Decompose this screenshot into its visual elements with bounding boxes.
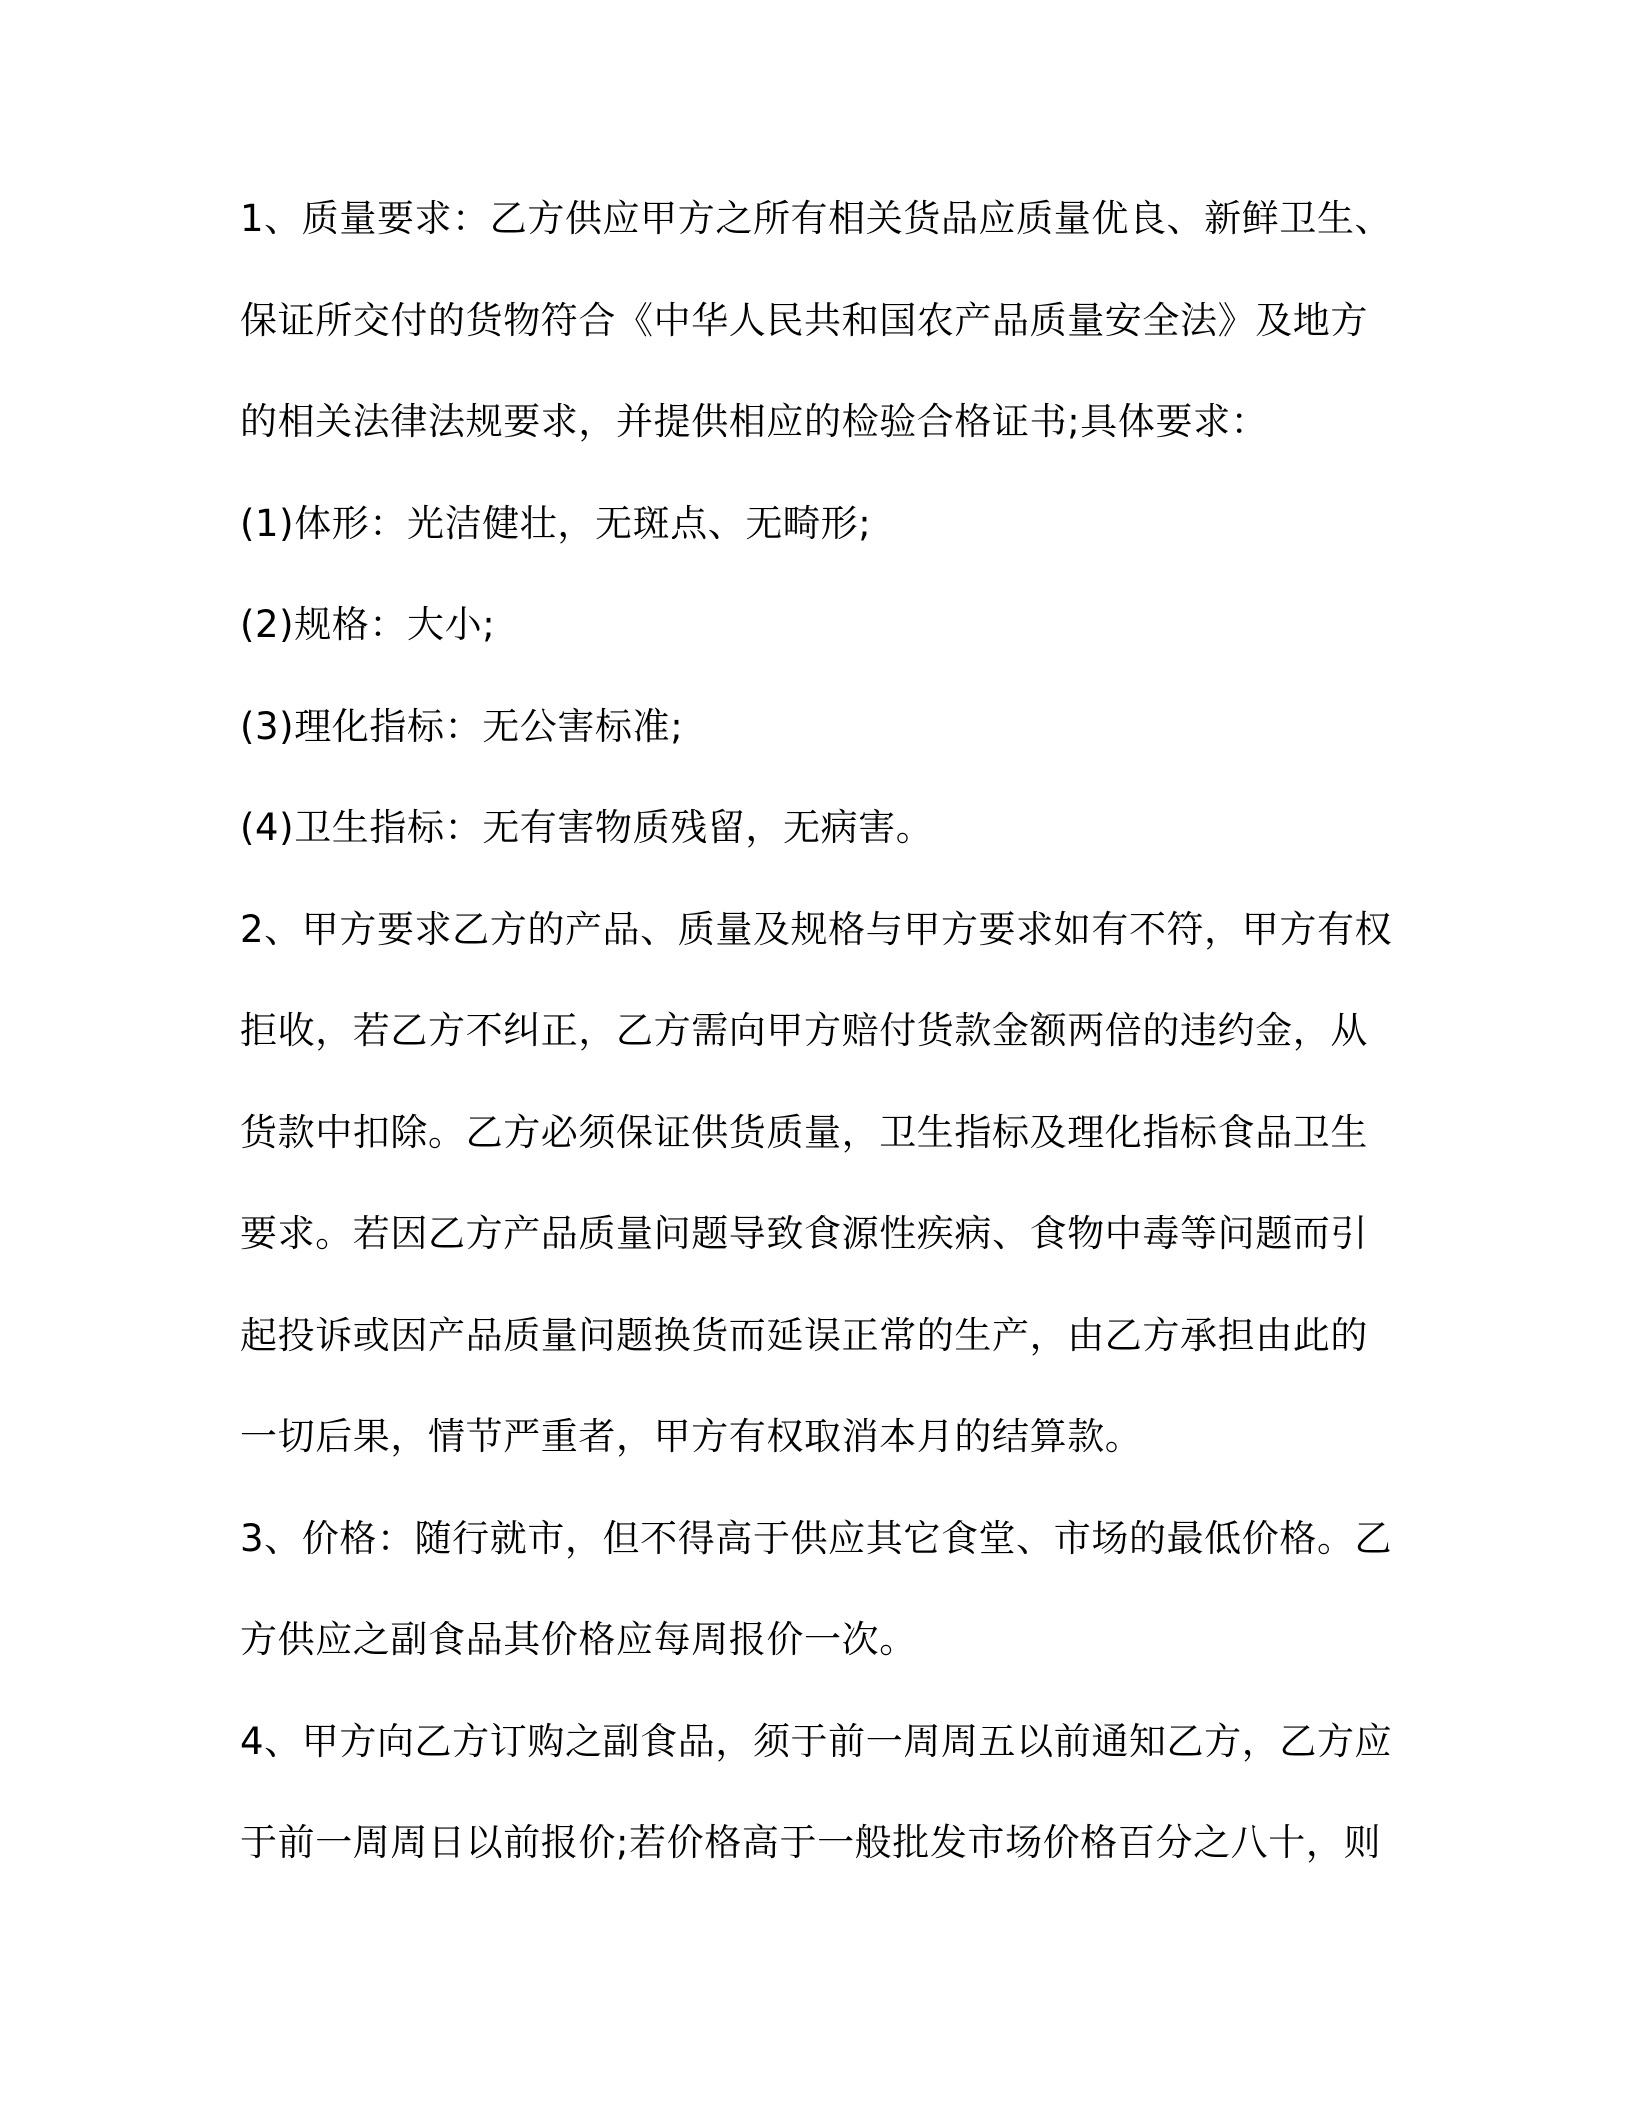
text-line: 4、甲方向乙方订购之副食品，须于前一周周五以前通知乙方，乙方应 (240, 1719, 1393, 1763)
text-line: 1、质量要求：乙方供应甲方之所有相关货品应质量优良、新鲜卫生、 (240, 197, 1393, 240)
text-line: 的相关法律法规要求，并提供相应的检验合格证书;具体要求： (240, 400, 1269, 443)
text-line: 3、价格：随行就市，但不得高于供应其它食堂、市场的最低价格。乙 (240, 1516, 1393, 1560)
text-line: 保证所交付的货物符合《中华人民共和国农产品质量安全法》及地方 (240, 298, 1368, 342)
text-line: (2)规格：大小; (240, 603, 496, 646)
text-line: (3)理化指标：无公害标准; (240, 704, 684, 748)
text-line: 要求。若因乙方产品质量问题导致食源性疾病、食物中毒等问题而引 (240, 1212, 1368, 1255)
text-line: (1)体形：光洁健壮，无斑点、无畸形; (240, 501, 872, 545)
text-line: (4)卫生指标：无有害物质残留，无病害。 (240, 806, 934, 849)
text-line: 2、甲方要求乙方的产品、质量及规格与甲方要求如有不符，甲方有权 (240, 907, 1393, 951)
text-line: 方供应之副食品其价格应每周报价一次。 (240, 1618, 917, 1661)
text-line: 于前一周周日以前报价;若价格高于一般批发市场价格百分之八十，则 (240, 1821, 1382, 1864)
text-line: 货款中扣除。乙方必须保证供货质量，卫生指标及理化指标食品卫生 (240, 1110, 1368, 1154)
contract-body (240, 178, 1412, 1904)
text-line: 起投诉或因产品质量问题换货而延误正常的生产，由乙方承担由此的 (240, 1313, 1368, 1357)
text-line: 一切后果，情节严重者，甲方有权取消本月的结算款。 (240, 1415, 1143, 1458)
text-line: 拒收，若乙方不纠正，乙方需向甲方赔付货款金额两倍的违约金，从 (240, 1009, 1368, 1052)
